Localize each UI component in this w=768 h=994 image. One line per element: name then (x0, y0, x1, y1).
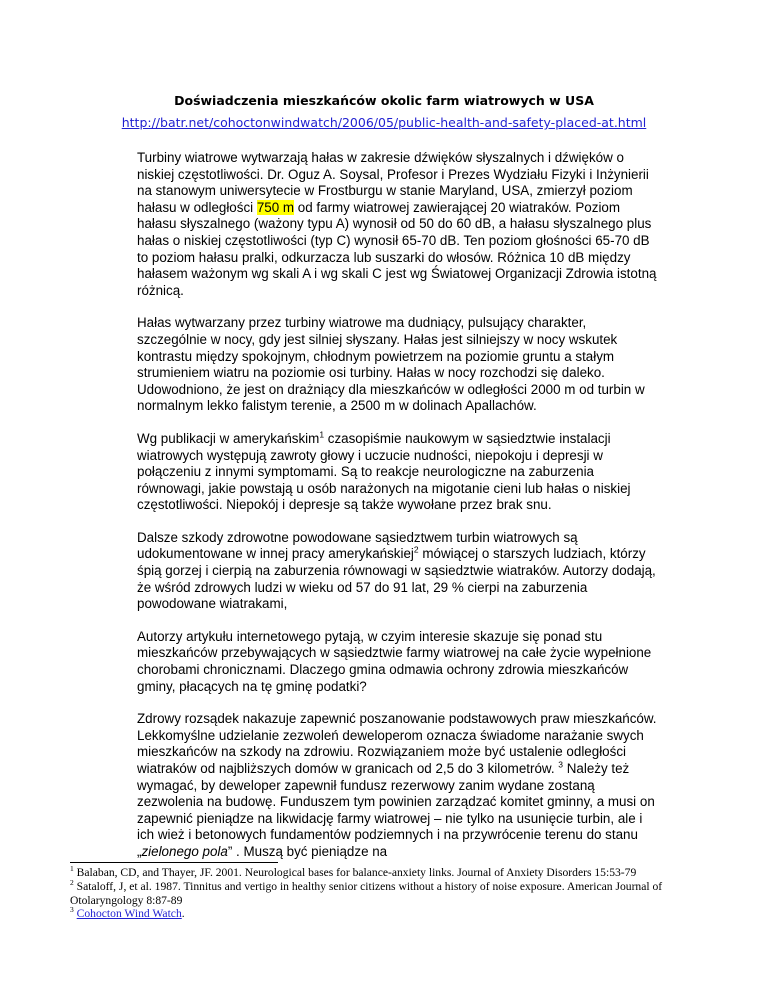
document-title: Doświadczenia mieszkańców okolic farm wiatrowych w USA (174, 93, 594, 108)
footnote-ref-2[interactable]: 2 (413, 545, 419, 555)
paragraph-6: Zdrowy rozsądek nakazuje zapewnić poszanowanie podstawowych praw mieszkańców. Lekkomyślne udzielanie zezwoleń deweloperom oznacza świadome narażanie swych mieszkańców na szkody na zdrowiu. Rozwiązaniem może być ustalenie odległości wiatraków od najbliższych domów w granicach od 2,5 do 3 kilometrów. $^3$ Należy też wymagać, by deweloper zapewnił fundusz rezerwowy zanim wydane zostaną zezwolenia na budowę. Funduszem tym powinien zarządzać komitet gminny, a musi on zapewnić pieniądze na likwidację farmy wiatrowej – nie tylko na usunięcie turbin, ale i ich wież i betonowych fundamentów podziemnych i na przywrócenie terenu do stanu „zielonego pola” . Muszą być pieniądze na (137, 711, 657, 859)
footnote-1: $^1$ Balaban, CD, and Thayer, JF. 2001. Neurological bases for balance-anxiety links. Journal of Anxiety Disorders 15:53-79 (70, 864, 637, 879)
paragraph-2: Hałas wytwarzany przez turbiny wiatrowe ma dudniący, pulsujący charakter, szczególnie w nocy, gdy jest silniej słyszany. Hałas jest silniejszy w nocy wskutek kontrastu między spokojnym, chłodnym powietrzem na poziomie gruntu a stałym strumieniem wiatru na poziomie osi turbiny. Hałas w nocy rozchodzi się daleko. Udowodniono, że jest on drażniący dla mieszkańców w odległości 2000 m od turbin w normalnym lekko falistym terenie, a 2500 m w dolinach Apallachów. (137, 315, 645, 414)
footnote-ref-3[interactable]: 3 (558, 759, 563, 770)
highlighted-distance: 750 m (256, 199, 295, 215)
paragraph-3: Wg publikacji w amerykańskim$^1$ czasopiśmie naukowym w sąsiedztwie instalacji wiatrowych występują zawroty głowy i uczucie nudności, niepokoju i depresji w połączeniu z innymi symptomami. Są to reakcje neurologiczne na zaburzenia równowagi, jakie powstają u osób narażonych na migotanie cieni lub hałas o niskiej częstotliwości. Niepokój i depresje są także wywołane przez brak snu. (137, 429, 631, 513)
italic-phrase: zielonego pola (141, 843, 228, 859)
paragraph-5: Autorzy artykułu internetowego pytają, w czyim interesie skazuje się ponad stu mieszkańców przebywających w sąsiedztwie farmy wiatrowej na całe życie wypełnione chorobami chronicznami. Dlaczego gmina odmawia ochrony zdrowia mieszkańców gminy, płacących na tę gminę podatki? (137, 628, 652, 694)
article-body (137, 150, 657, 877)
cohocton-wind-watch-link[interactable]: Cohocton Wind Watch (76, 907, 182, 921)
source-url-link[interactable]: http://batr.net/cohoctonwindwatch/2006/05/public-health-and-safety-placed-at.html (121, 115, 647, 130)
footnote-3: $^3$ Cohocton Wind Watch. (70, 905, 185, 921)
footnotes (70, 866, 710, 921)
footnote-2: $^2$ Sataloff, J, et al. 1987. Tinnitus and vertigo in healthy senior citizens without a history of noise exposure. American Journal of Otolaryngology 8:87-89 (70, 877, 663, 907)
paragraph-4: Dalsze szkody zdrowotne powodowane sąsiedztwem turbin wiatrowych są udokumentowane w innej pracy amerykańskiej$^2$ mówiącej o starszych ludziach, którzy śpią gorzej i cierpią na zaburzenia równowagi w sąsiedztwie wiatraków. Autorzy dodają, że wśród zdrowych ludzi w wieku od 57 do 91 lat, 29 % cierpi na zaburzenia powodowane wiatrakami, (137, 529, 656, 612)
paragraph-1: Turbiny wiatrowe wytwarzają hałas w zakresie dźwięków słyszalnych i dźwięków o niskiej częstotliwości. Dr. Oguz A. Soysal, Profesor i Prezes Wydziału Fizyki i Inżynierii na stanowym uniwersytecie w Frostburgu w stanie Maryland, USA, zmierzył poziom hałasu w odległości 750 m od farmy wiatrowej zawierającej 20 wiatraków. Poziom hałasu słyszalnego (ważony typu A) wynosił od 50 do 60 dB, a hałasu słyszalnego plus hałas o niskiej częstotliwości (typ C) wynosił 65-70 dB. Ten poziom głośności 65-70 dB to poziom hałasu pralki, odkurzacza lub suszarki do włosów. Różnica 10 dB między hałasem ważonym wg skali A i wg skali C jest wg Światowej Organizacji Zdrowia istotną różnicą. (137, 150, 657, 298)
footnote-ref-1[interactable]: 1 (319, 429, 325, 440)
footnote-separator (70, 862, 278, 863)
